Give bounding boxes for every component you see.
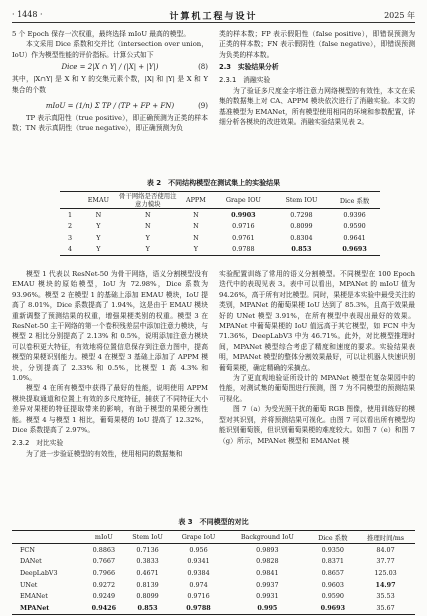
journal-year: 2025 年	[384, 11, 415, 20]
table-cell: 0.9788	[232, 245, 255, 254]
journal-name: 计算机工程与设计	[169, 12, 258, 22]
table-row	[60, 232, 380, 244]
table-cell: Y	[145, 245, 150, 254]
paragraph: 类的样本数；FP 表示假阳性（false positive），即错误预测为正类的样本数；FN 表示假阴性（false negative），即错误预测为负类的样本数。	[219, 30, 415, 59]
table-cell: 0.8099	[290, 222, 313, 231]
table-cell: 0.853	[291, 245, 312, 254]
table-cell: Y	[96, 233, 101, 242]
table-row	[12, 590, 415, 602]
table-cell: N	[193, 210, 199, 219]
table-row	[12, 579, 415, 591]
table-cell: 0.9788	[186, 603, 211, 612]
table-cell: 14.97	[375, 580, 396, 589]
equation-body: Dice = 2|X ∩ Y| / (|X| + |Y|)	[61, 63, 159, 72]
table-cell: 0.9249	[92, 592, 116, 601]
table-cell: N	[95, 210, 102, 219]
table-cell: 3	[67, 233, 73, 242]
table-header-cell: Stem IoU	[123, 531, 172, 544]
table-header-cell: Grape IOU	[213, 192, 274, 209]
table-cell: 0.4671	[136, 568, 159, 577]
table-cell: 0.9693	[320, 603, 346, 612]
table-header-cell: 推理时间/ms	[356, 531, 415, 544]
table-cell: MPANet	[20, 603, 50, 612]
table-header-cell	[12, 531, 84, 544]
table-cell: 0.9590	[343, 222, 366, 231]
equation-number: (8)	[198, 63, 208, 72]
table-cell: 84.07	[376, 545, 395, 554]
table-cell: 0.9272	[92, 580, 116, 589]
table-cell: N	[144, 222, 151, 231]
table-cell: 0.956	[189, 545, 208, 554]
table-3	[12, 530, 415, 615]
table-cell: 0.9693	[342, 245, 367, 254]
table-row	[12, 544, 415, 556]
table-cell: 0.9841	[256, 568, 279, 577]
table-cell: 0.7667	[92, 557, 116, 566]
subsection-heading: 2.3.1 消融实验	[219, 75, 271, 84]
table-cell: 4	[67, 245, 73, 254]
table-cell: 0.9937	[256, 580, 279, 589]
table-cell: 0.853	[137, 603, 158, 612]
table-header-cell: Dice 系数	[329, 192, 380, 209]
right-column-middle	[219, 269, 415, 446]
paragraph: 模型 4 在所有模型中获得了最好的性能，说明使用 APPM 模块提取通道和位置上有效的多尺度特征，捕获了不同特征大小差异对果梗的特征提取带来的影响，有助于模型的果梗分割性能。模型 4 与模型 1 相比，葡萄果梗的 IoU 提高了 12.32%，Dice 系数提高了 2.97%。	[12, 384, 208, 435]
table-cell: 0.8139	[136, 580, 159, 589]
section-heading: 2.3 实验结果分析	[219, 63, 279, 72]
table-header-cell: Stem IOU	[274, 192, 329, 209]
table-row	[12, 602, 415, 614]
table-cell: 0.9384	[187, 568, 210, 577]
table-cell: 0.9396	[343, 210, 366, 219]
table-header-cell: 骨干网络是否使用注意力模块	[117, 192, 179, 209]
paragraph: 5 个 Epoch 保存一次权重，最终选择 mIoU 最高的模型。	[12, 30, 191, 38]
table-row	[12, 567, 415, 579]
table-cell: 0.9931	[256, 592, 279, 601]
table-cell: 0.9716	[187, 592, 210, 601]
table-cell: 0.9426	[91, 603, 117, 612]
table-cell: UNet	[20, 580, 38, 589]
table-cell: 0.9893	[256, 545, 279, 554]
equation-9	[12, 99, 208, 113]
table-2	[60, 191, 380, 256]
table-cell: DeepLabV3	[20, 568, 58, 577]
left-column-top	[12, 29, 208, 134]
table-cell: 0.9590	[321, 592, 344, 601]
table-cell: 37.77	[376, 557, 395, 566]
subsection-heading: 2.3.2 对比实验	[12, 438, 64, 447]
table-3-caption: 表 3 不同模型的对比	[178, 518, 249, 526]
table-cell: 2	[67, 222, 73, 231]
table-cell: FCN	[20, 545, 35, 554]
table-cell: 125.03	[374, 568, 397, 577]
table-cell: 0.8371	[321, 557, 344, 566]
page-number: · 1448 ·	[12, 10, 43, 19]
left-column-middle	[12, 269, 208, 459]
table-row	[60, 221, 380, 233]
paragraph: 图 7（a）为受光照干扰的葡萄 RGB 图像，使用训练好的模型对其识别，并将预测结果可视化。由图 7 可以看出所有模型均能识别葡萄簇，但识别葡萄果梗的难度较大。如图 7（e）和图 7（g）所示，MPANet 模型和 EMANet 模	[219, 405, 415, 445]
paragraph: 为了更直观地验证所设计的 MPANet 模型在复杂果园中的性能，对测试集的葡萄图进行预测，图 7 为不同模型的预测结果可视化。	[219, 374, 415, 403]
table-header-cell: Background IoU	[225, 531, 309, 544]
table-cell: 0.8657	[321, 568, 344, 577]
table-cell: Y	[193, 245, 198, 254]
table-header-cell: Dice 系数	[310, 531, 357, 544]
table-header-cell: mIoU	[84, 531, 123, 544]
right-column-top	[219, 29, 415, 128]
table-cell: 0.7966	[92, 568, 116, 577]
table-cell: 0.9341	[187, 557, 210, 566]
table-cell: 1	[67, 210, 73, 219]
table-cell: 0.7136	[136, 545, 159, 554]
table-row	[60, 209, 380, 221]
table-cell: 0.9716	[232, 222, 255, 231]
table-cell: DANet	[20, 557, 42, 566]
table-cell: 0.9641	[343, 233, 366, 242]
paragraph: 为了验证多尺度金字塔注意力网络模型的有效性，本文在采集的数据集上对 CA、APPM 模块依次进行了消融实验。本文的基准模型为 EMANet，所有模型使用相同的环境和参数配置，详细分析各模块的改进效果。消融实验结果见表 2。	[219, 87, 415, 127]
table-cell: N	[193, 233, 199, 242]
table-header-cell: EMAU	[80, 192, 117, 209]
table-header-cell: Grape IoU	[172, 531, 225, 544]
table-cell: 0.8304	[290, 233, 313, 242]
table-row	[60, 244, 380, 256]
table-header-cell: APPM	[179, 192, 213, 209]
table-cell: N	[193, 222, 199, 231]
equation-8	[12, 60, 208, 74]
table-cell: 35.67	[376, 603, 395, 612]
table-cell: 0.8863	[92, 545, 116, 554]
paragraph: 本文采用 Dice 系数和交并比（intersection over union，IoU）作为模型性能的评价指标。计算公式如下	[12, 40, 208, 59]
paragraph: 模型 1 代表以 ResNet-50 为骨干网络，语义分割模型没有 EMAU 模块的原始模型，IoU 为 72.98%，Dice 系数为 93.96%。模型 2 在模型 1 的基础上添加 EMAU 模块，IoU 提高了 8.01%，Dice 系数提高了 1.94%，这是由于 EMAU 模块重新调整了预测结果的权重，增强果梗类别的权重。模型 3 在 ResNet-50 主干网络的第一个卷积残差层中添加注意力模块，与模型 2 相比分别提高了 2.13% 和 0.5%，说明添加注意力模块可以卷积更大特征，有效地将位置信息保存到注意力图中，提高模型的果梗识别能力。模型 4 在模型 3 基础上添加了 APPM 模块，分别提高了 2.33% 和 0.5%，比模型 1 高 4.3% 和 1.0%。	[12, 270, 208, 383]
equation-number: (9)	[198, 102, 208, 111]
table-cell: 0.3833	[136, 557, 159, 566]
table-cell: N	[144, 210, 151, 219]
paragraph: 为了进一步验证模型的有效性，使用相同的数据集和	[26, 449, 183, 458]
table-cell: 0.9603	[321, 580, 344, 589]
table-cell: 0.9828	[256, 557, 279, 566]
table-cell: Y	[145, 233, 150, 242]
paragraph: TP 表示真阳性（true positive），即正确预测为正类的样本数；TN 表示真阴性（true negative），即正确预测为负	[12, 114, 208, 133]
table-cell: Y	[96, 245, 101, 254]
table-cell: Y	[96, 222, 101, 231]
table-2-caption: 表 2 不同结构模型在测试集上的实验结果	[146, 179, 281, 187]
table-cell: EMANet	[20, 592, 48, 601]
table-cell: 0.974	[189, 580, 208, 589]
table-cell: 0.9350	[321, 545, 344, 554]
page-header	[12, 8, 415, 23]
equation-body: mIoU = (1/n) Σ TP / (TP + FP + FN)	[45, 102, 175, 111]
table-row	[12, 556, 415, 568]
table-cell: 0.995	[257, 603, 278, 612]
table-cell: 0.9903	[231, 210, 256, 219]
table-cell: 0.9761	[232, 233, 255, 242]
paragraph: 其中，|X∩Y| 是 X 和 Y 的交集元素个数，|X| 和 |Y| 是 X 和 Y 集合的个数	[12, 75, 208, 94]
paragraph: 实验配置训练了常用的语义分割模型。不同模型在 100 Epoch 迭代中的表现见表 3。表中可以看出，MPANet 的 mIoU 值为 94.26%，高于所有对比模型。同时，果梗是本实验中最受关注的类别，MPANet 的葡萄果梗 IoU 达到了 85.3%，且高于效果最好的 UNet 模型 3.91%，在所有模型中表现出最好的效果。MPANet 中葡萄果梗的 IoU 值远高于其它模型，如 FCN 中为 71.36%，DeepLabV3 中为 46.71%。此外，对比模型推理时间，MPANet 模型综合考虑了精度和速度的要求。实验结果表明，MPANet 模型的整体分割效果最好，可以让机器人快速识别葡萄果梗，确定精确的采摘点。	[219, 270, 415, 372]
table-cell: 0.7298	[290, 210, 313, 219]
table-cell: 35.53	[376, 592, 395, 601]
table-cell: 0.8099	[136, 592, 159, 601]
